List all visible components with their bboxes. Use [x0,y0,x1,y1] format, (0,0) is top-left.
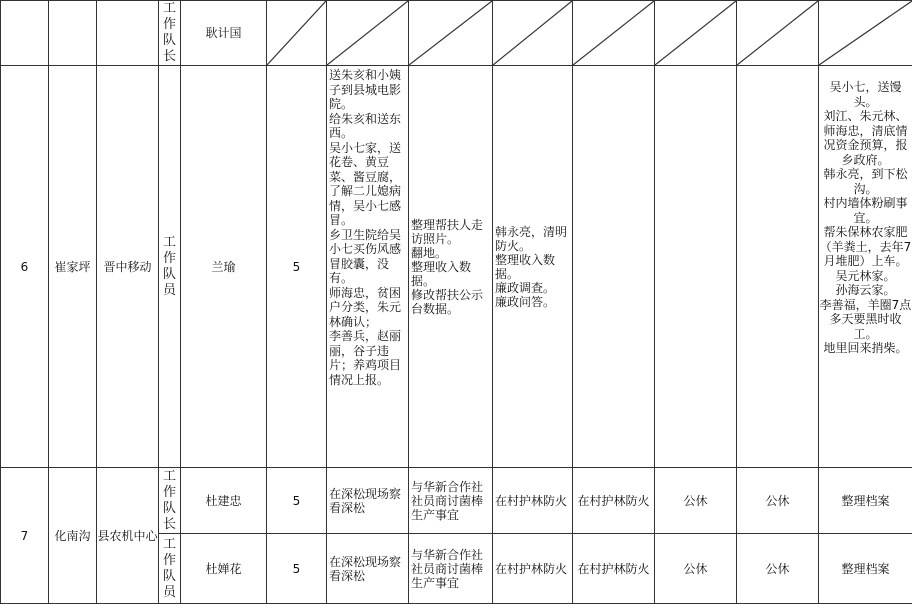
cell-day4 [573,66,655,468]
cell-notes-empty [819,1,912,66]
cell-no [1,1,49,66]
cell-day3-empty [493,1,573,66]
cell-day4: 在村护林防火 [573,468,655,534]
cell-day4-empty [573,1,655,66]
cell-unit [97,1,159,66]
cell-name: 耿计国 [181,1,267,66]
cell-notes: 吴小七，送馒头。 刘江、朱元林、师海忠，清底情况资金预算，报乡政府。 韩永亮，到下松沟。 村内墙体粉刷事宜。 帮朱保林农家肥（羊粪土，去年7月堆肥）上车。 吴元林家。 孙海云家。 李善福，羊圈7点多天要黑时收工。 地里回来捎柴。 [819,66,912,468]
cell-role: 工作队员 [159,66,181,468]
cell-day5: 公休 [655,468,737,534]
cell-day2: 与华新合作社社员商讨菌棒生产事宜 [409,468,493,534]
cell-name: 兰瑜 [181,66,267,468]
cell-day1: 在深松现场察看深松 [327,468,409,534]
cell-role: 工作队员 [159,534,181,604]
cell-day5: 公休 [655,534,737,604]
cell-day2: 整理帮扶人走访照片。 翻地。 整理收入数据。 修改帮扶公示台数据。 [409,66,493,468]
cell-day1: 送朱亥和小姨子到县城电影院。 给朱亥和送东西。 吴小七家，送花卷、黄豆菜、酱豆腐，了解二儿媳病情，吴小七感冒。 乡卫生院给吴小七买伤风感冒胶囊，没有。 师海忠，贫困户分类，朱元林确认； 李善兵，赵丽丽，谷子违片；养鸡项目情况上报。 [327,66,409,468]
cell-role: 工作队长 [159,1,181,66]
cell-notes: 整理档案 [819,468,912,534]
cell-day6-empty [737,1,819,66]
cell-day4: 在村护林防火 [573,534,655,604]
cell-day6: 公休 [737,534,819,604]
table-row [1,468,912,534]
cell-day1: 在深松现场察看深松 [327,534,409,604]
cell-unit: 县农机中心 [97,468,159,604]
cell-day2: 与华新合作社社员商讨菌棒生产事宜 [409,534,493,604]
cell-name: 杜婵花 [181,534,267,604]
cell-role: 工作队长 [159,468,181,534]
table-row [1,66,912,468]
cell-day6: 公休 [737,468,819,534]
cell-no: 7 [1,468,49,604]
cell-days: 5 [267,66,327,468]
cell-notes: 整理档案 [819,534,912,604]
cell-day3: 在村护林防火 [493,534,573,604]
cell-days-empty [267,1,327,66]
cell-day6 [737,66,819,468]
table-row [1,1,912,66]
cell-no: 6 [1,66,49,468]
cell-village: 崔家坪 [49,66,97,468]
cell-day1-empty [327,1,409,66]
cell-village: 化南沟 [49,468,97,604]
cell-days: 5 [267,468,327,534]
cell-day3: 韩永亮，清明防火。 整理收入数据。 廉政调查。 廉政问答。 [493,66,573,468]
cell-day3: 在村护林防火 [493,468,573,534]
cell-day2-empty [409,1,493,66]
cell-days: 5 [267,534,327,604]
cell-name: 杜建忠 [181,468,267,534]
cell-village [49,1,97,66]
cell-day5-empty [655,1,737,66]
cell-day5 [655,66,737,468]
cell-unit: 晋中移动 [97,66,159,468]
